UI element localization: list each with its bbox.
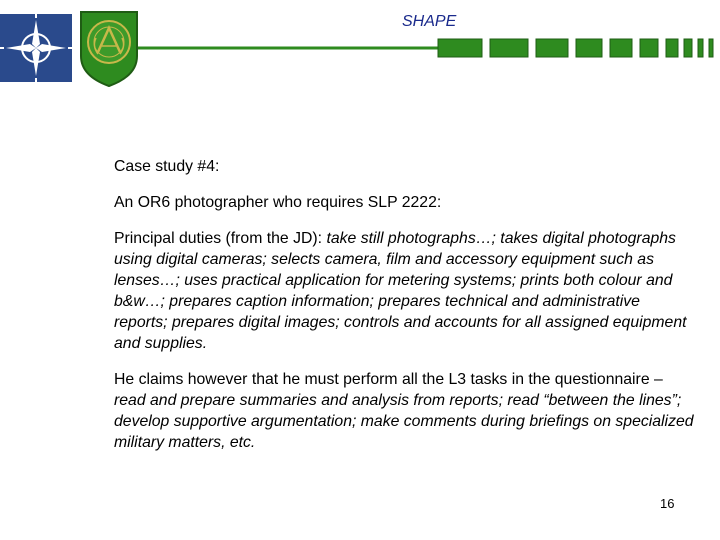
principal-duties [114,228,694,354]
claims-paragraph [114,369,694,453]
case-study-heading: Case study #4: [114,158,220,175]
slide-content [114,156,694,468]
duties-text: take still photographs…; takes digital photographs using digital cameras; selects camera, film and accessory equipment such as lenses…; uses practical application for metering systems; prints both colour and b&w…; prepares caption information; prepares technical and administrative reports; prepares digital images; controls and accounts for all assigned equipment and supplies. [114,230,687,352]
shape-logo [78,10,140,88]
nato-compass-icon [0,14,72,82]
header-title: SHAPE [402,13,457,30]
claims-text: read and prepare summaries and analysis from reports; read “between the lines”; develop supportive argumentation; make comments during briefings on specialized military matters, etc. [114,392,694,451]
page-number: 16 [660,496,675,511]
duties-prefix: Principal duties (from the JD): [114,230,327,247]
shape-crest-icon [78,10,140,88]
header-green-bar [138,38,720,58]
case-study-subheading: An OR6 photographer who requires SLP 2222: [114,194,442,211]
nato-logo [0,14,72,82]
claims-prefix: He claims however that he must perform all the L3 tasks in the questionnaire – [114,371,663,388]
